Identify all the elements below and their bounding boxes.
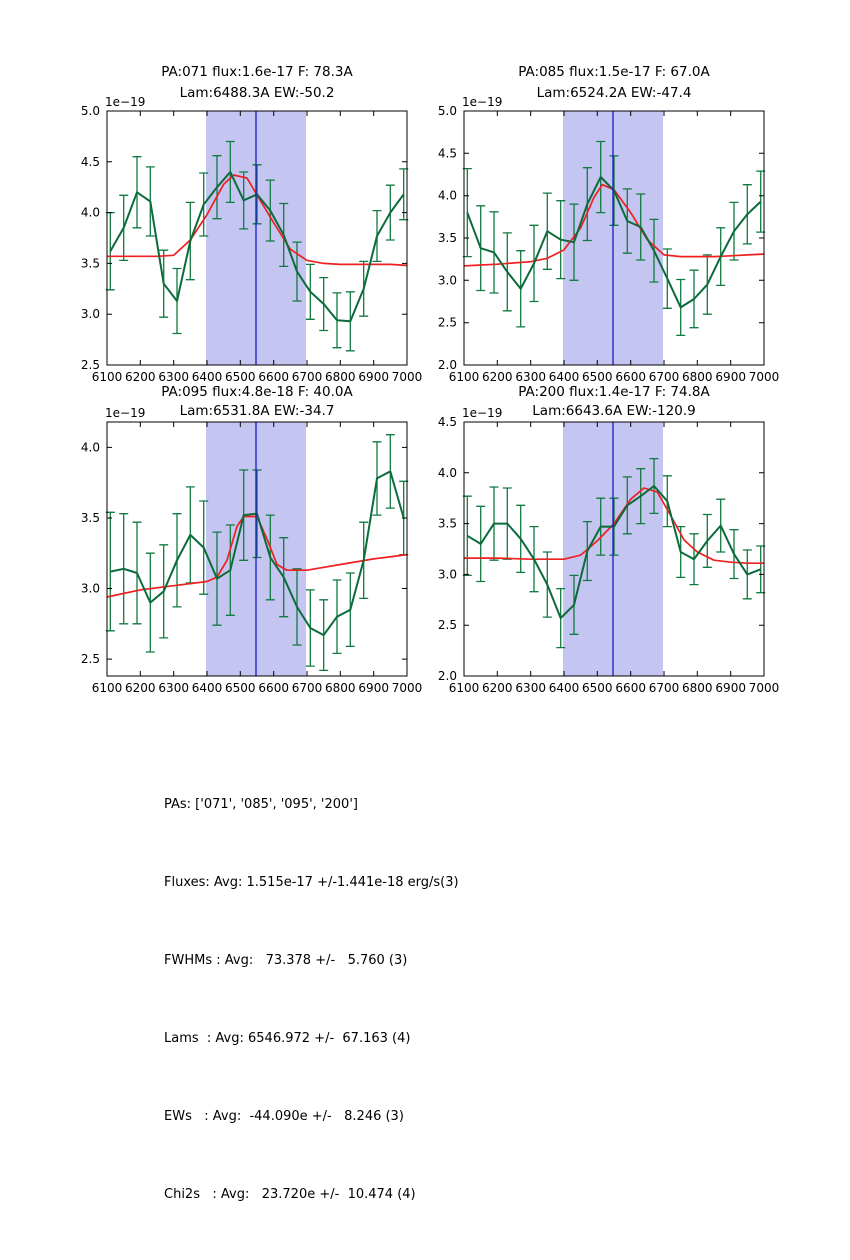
axes-canvas [50,402,464,712]
y-tick-label: 4.0 [80,440,100,455]
x-tick-label: 6300 [515,681,546,695]
y-tick-label: 5.0 [437,104,457,118]
x-tick-label: 6300 [158,681,189,695]
y-tick-label: 3.0 [437,273,457,288]
x-tick-label: 6900 [358,681,389,695]
x-tick-label: 6100 [448,370,480,384]
y-tick-label: 4.5 [437,415,457,429]
y-tick-label: 3.5 [437,231,457,245]
x-tick-label: 6400 [548,370,580,384]
x-tick-label: 6500 [225,681,256,695]
x-tick-label: 6500 [582,370,613,384]
y-tick-label: 2.0 [437,669,457,683]
summary-line-fwhms: FWHMs : Avg: 73.378 +/- 5.760 (3) [164,953,408,968]
x-tick-label: 6200 [482,681,513,695]
x-tick-label: 6800 [325,370,356,384]
x-tick-label: 7000 [748,370,780,384]
y-axis-offset-label: 1e−19 [105,95,146,109]
x-tick-label: 6700 [291,681,323,695]
y-tick-label: 5.0 [80,104,100,118]
x-tick-label: 6600 [615,681,646,695]
x-tick-label: 6500 [225,370,256,384]
subplot-pa-071 [80,64,423,384]
y-tick-label: 4.0 [437,465,457,480]
x-tick-label: 6400 [191,370,223,384]
summary-line-lams: Lams : Avg: 6546.972 +/- 67.163 (4) [164,1031,411,1046]
summary-line-pas: PAs: ['071', '085', '095', '200'] [164,797,358,812]
x-tick-label: 6700 [648,370,680,384]
plot-title-line1: PA:085 flux:1.5e-17 F: 67.0A [518,64,710,80]
y-tick-label: 3.0 [437,567,457,582]
subplot-pa-200 [437,384,780,695]
y-tick-label: 2.5 [437,315,457,330]
y-axis-offset-label: 1e−19 [105,406,146,420]
x-tick-label: 6600 [258,370,289,384]
x-tick-label: 6800 [325,681,356,695]
plot-title-line2: Lam:6531.8A EW:-34.7 [179,403,335,419]
x-tick-label: 6500 [582,681,613,695]
x-tick-label: 6300 [158,370,189,384]
y-tick-label: 4.0 [437,188,457,203]
axes-canvas [407,402,821,712]
x-tick-label: 6200 [125,370,156,384]
y-tick-label: 4.0 [80,205,100,220]
y-tick-label: 2.0 [437,358,457,372]
y-axis-offset-label: 1e−19 [462,95,503,109]
y-tick-label: 2.5 [80,358,100,372]
summary-line-fluxes: Fluxes: Avg: 1.515e-17 +/-1.441e-18 erg/s(3) [164,875,459,890]
y-tick-label: 4.5 [80,154,100,169]
y-tick-label: 2.5 [80,652,100,667]
x-tick-label: 6200 [482,370,513,384]
plot-title-line2: Lam:6643.6A EW:-120.9 [532,403,696,419]
x-tick-label: 6800 [682,370,713,384]
x-tick-label: 6800 [682,681,713,695]
x-tick-label: 6400 [191,681,223,695]
plot-title-line2: Lam:6524.2A EW:-47.4 [536,85,692,101]
x-tick-label: 7000 [748,681,780,695]
x-tick-label: 6700 [291,370,323,384]
summary-stats [164,740,459,1260]
x-tick-label: 6100 [91,370,123,384]
axes-canvas [407,91,821,401]
summary-line-chi2s: Chi2s : Avg: 23.720e +/- 10.474 (4) [164,1187,416,1202]
y-axis-offset-label: 1e−19 [462,406,503,420]
x-tick-label: 6700 [648,681,680,695]
x-tick-label: 7000 [391,681,423,695]
y-tick-label: 3.5 [437,516,457,531]
plot-title-line2: Lam:6488.3A EW:-50.2 [179,85,335,101]
x-tick-label: 6600 [258,681,289,695]
y-tick-label: 3.0 [80,581,100,596]
x-tick-label: 6900 [715,370,746,384]
x-tick-label: 6900 [715,681,746,695]
y-tick-label: 2.5 [437,618,457,633]
x-tick-label: 6400 [548,681,580,695]
y-tick-label: 3.5 [80,511,100,525]
y-tick-label: 4.5 [437,146,457,161]
y-tick-label: 3.0 [80,307,100,322]
x-tick-label: 7000 [391,370,423,384]
axes-canvas [50,91,464,401]
x-tick-label: 6100 [91,681,123,695]
subplot-pa-095 [80,384,423,695]
y-tick-label: 3.5 [80,256,100,271]
plot-title-line1: PA:200 flux:1.4e-17 F: 74.8A [518,384,710,400]
summary-line-ews: EWs : Avg: -44.090e +/- 8.246 (3) [164,1109,404,1124]
plot-title-line1: PA:071 flux:1.6e-17 F: 78.3A [161,64,353,80]
x-tick-label: 6100 [448,681,480,695]
x-tick-label: 6900 [358,370,389,384]
x-tick-label: 6600 [615,370,646,384]
x-tick-label: 6300 [515,370,546,384]
x-tick-label: 6200 [125,681,156,695]
plot-title-line1: PA:095 flux:4.8e-18 F: 40.0A [161,384,353,400]
subplot-pa-085 [437,64,780,384]
